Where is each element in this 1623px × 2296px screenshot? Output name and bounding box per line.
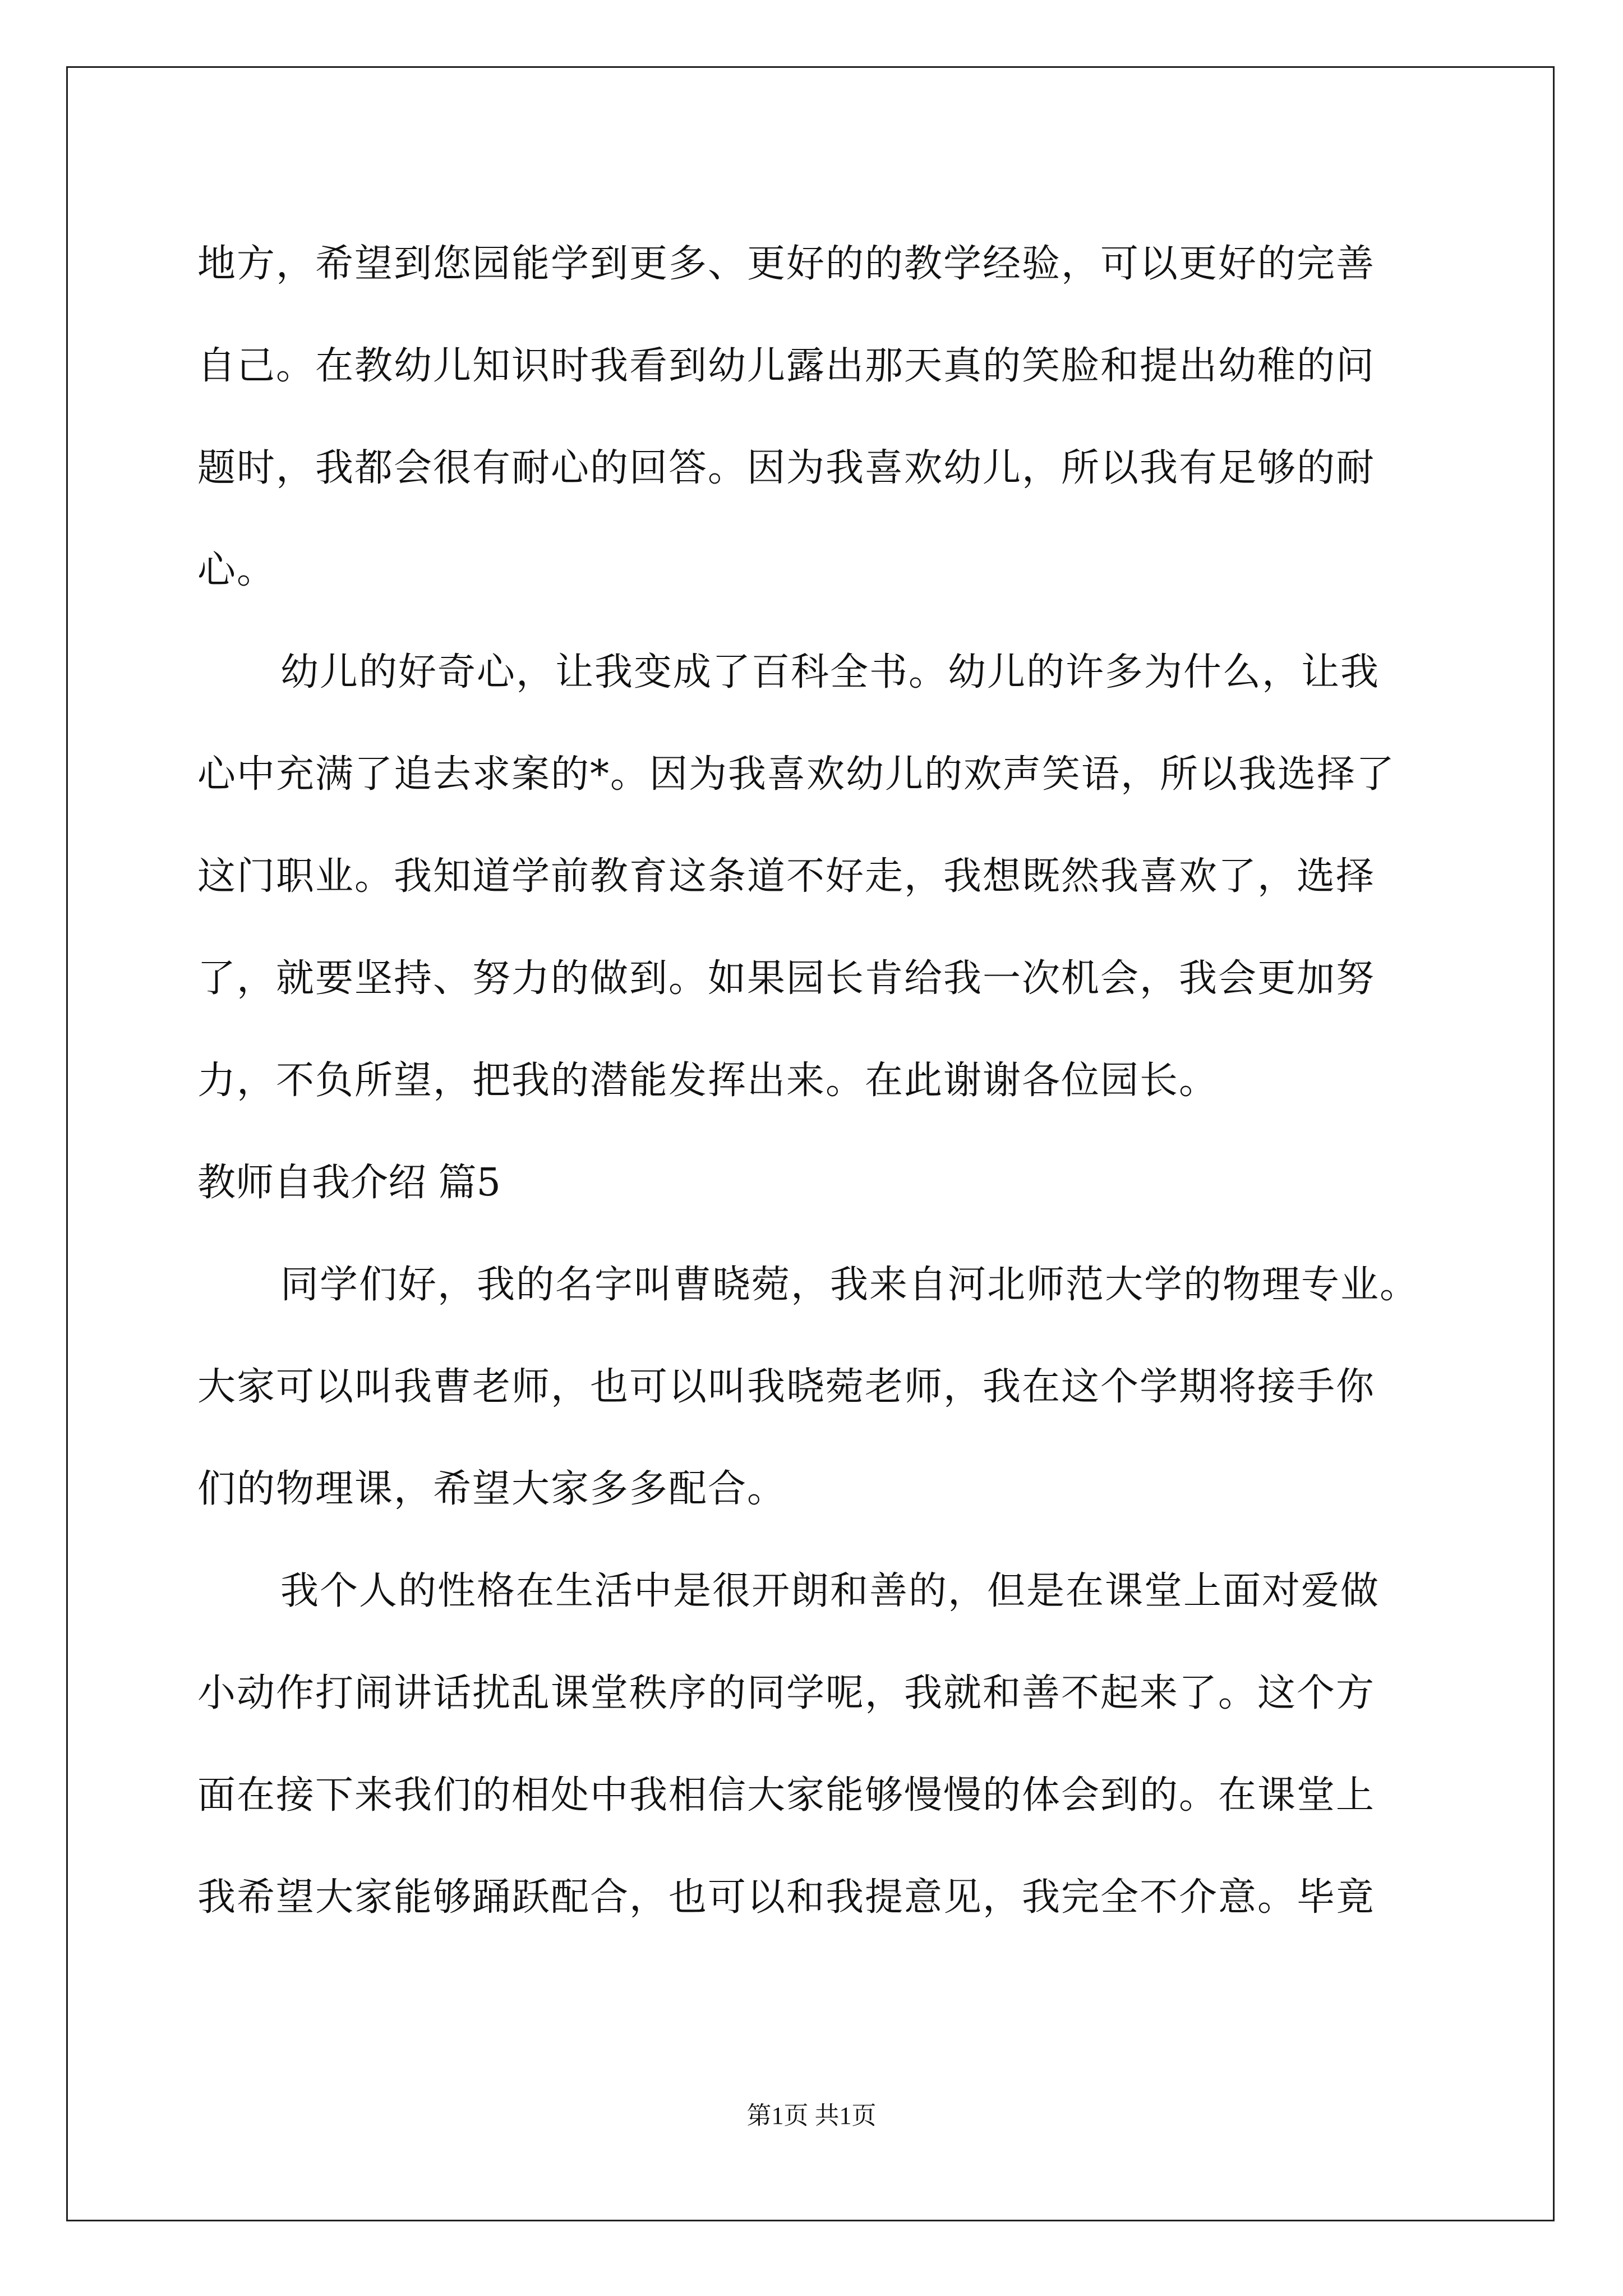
section-heading: 教师自我介绍 篇5 <box>197 1161 501 1205</box>
paragraph-2-line-1: 幼儿的好奇心，让我变成了百科全书。幼儿的许多为什么，让我 <box>280 650 1380 694</box>
paragraph-1-line-4: 心。 <box>197 548 276 592</box>
page-number-footer: 第1页 共1页 <box>746 2102 877 2129</box>
paragraph-3-line-1: 同学们好，我的名字叫曹晓菀，我来自河北师范大学的物理专业。 <box>280 1263 1419 1307</box>
paragraph-4-line-2: 小动作打闹讲话扰乱课堂秩序的同学呢，我就和善不起来了。这个方 <box>197 1671 1376 1715</box>
paragraph-1-line-2: 自己。在教幼儿知识时我看到幼儿露出那天真的笑脸和提出幼稚的问 <box>197 344 1376 388</box>
paragraph-4-line-1: 我个人的性格在生活中是很开朗和善的，但是在课堂上面对爱做 <box>280 1569 1380 1613</box>
paragraph-2-line-3: 这门职业。我知道学前教育这条道不好走，我想既然我喜欢了，选择 <box>197 854 1376 899</box>
paragraph-2-line-5: 力，不负所望，把我的潜能发挥出来。在此谢谢各位园长。 <box>197 1059 1219 1103</box>
paragraph-1-line-3: 题时，我都会很有耐心的回答。因为我喜欢幼儿，所以我有足够的耐 <box>197 446 1376 490</box>
paragraph-3-line-2: 大家可以叫我曹老师，也可以叫我晓菀老师，我在这个学期将接手你 <box>197 1365 1376 1409</box>
paragraph-2-line-2: 心中充满了追去求案的*。因为我喜欢幼儿的欢声笑语，所以我选择了 <box>197 752 1396 797</box>
paragraph-3-line-3: 们的物理课，希望大家多多配合。 <box>197 1467 787 1511</box>
document-body <box>197 213 1437 1949</box>
paragraph-4-line-4: 我希望大家能够踊跃配合，也可以和我提意见，我完全不介意。毕竟 <box>197 1875 1376 1920</box>
paragraph-2-line-4: 了，就要坚持、努力的做到。如果园长肯给我一次机会，我会更加努 <box>197 956 1376 1001</box>
paragraph-4-line-3: 面在接下来我们的相处中我相信大家能够慢慢的体会到的。在课堂上 <box>197 1773 1376 1818</box>
paragraph-1-line-1: 地方，希望到您园能学到更多、更好的的教学经验，可以更好的完善 <box>197 242 1376 286</box>
